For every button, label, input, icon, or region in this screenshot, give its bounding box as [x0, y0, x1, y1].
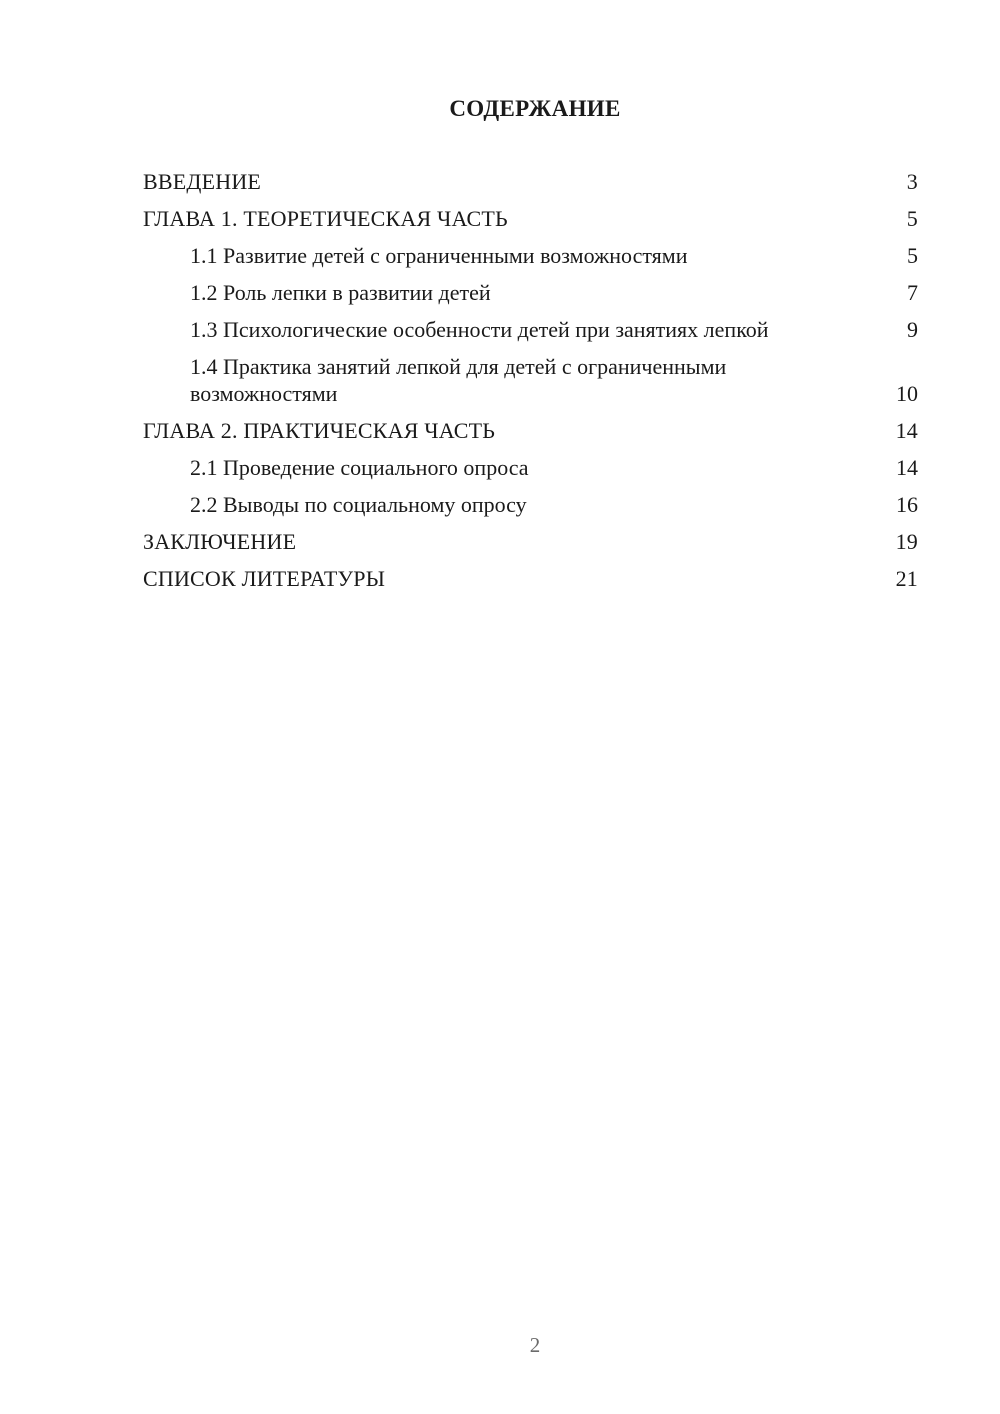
- toc-entry-page: 3: [906, 169, 918, 194]
- toc-entry-page: 16: [896, 492, 918, 517]
- page-number: 2: [529, 1333, 541, 1357]
- toc-entry-chapter-2[interactable]: [143, 417, 918, 444]
- toc-entry-page: 7: [907, 280, 918, 305]
- toc-entry-introduction[interactable]: [143, 168, 918, 195]
- toc-entry-page: 9: [907, 317, 918, 342]
- toc-entry-text: ГЛАВА 2. ПРАКТИЧЕСКАЯ ЧАСТЬ: [143, 418, 496, 443]
- toc-entry-text: ЗАКЛЮЧЕНИЕ: [143, 529, 297, 554]
- toc-entry-page: 21: [895, 566, 918, 591]
- toc-entry-text: 2.2 Выводы по социальному опросу: [190, 492, 527, 517]
- toc-entry-chapter-1[interactable]: [143, 205, 918, 232]
- toc-entry-section-1-4[interactable]: [143, 353, 918, 407]
- toc-entry-section-2-2[interactable]: [143, 491, 918, 518]
- toc-entry-text: 1.4 Практика занятий лепкой для детей с ограниченными возможностями: [190, 354, 727, 406]
- toc-entry-page: 14: [895, 418, 918, 443]
- toc-entry-section-2-1[interactable]: [143, 454, 918, 481]
- toc-entry-references[interactable]: [143, 565, 918, 592]
- toc-entry-section-1-2[interactable]: [143, 279, 918, 306]
- toc-entry-text: 2.1 Проведение социального опроса: [190, 455, 529, 480]
- toc-entry-section-1-1[interactable]: [143, 242, 918, 269]
- toc-entry-text: ГЛАВА 1. ТЕОРЕТИЧЕСКАЯ ЧАСТЬ: [143, 206, 508, 231]
- toc-entry-page: 5: [907, 243, 918, 268]
- toc-entry-conclusion[interactable]: [143, 528, 918, 555]
- toc-entry-page: 5: [906, 206, 918, 231]
- table-of-contents: [143, 168, 918, 602]
- toc-entry-text: 1.3 Психологические особенности детей при занятиях лепкой: [190, 317, 769, 342]
- toc-entry-section-1-3[interactable]: [143, 316, 918, 343]
- toc-entry-page: 19: [895, 529, 918, 554]
- toc-entry-text: 1.1 Развитие детей с ограниченными возможностями: [190, 243, 688, 268]
- toc-entry-text: СПИСОК ЛИТЕРАТУРЫ: [143, 566, 386, 591]
- toc-entry-page: 10: [896, 381, 918, 406]
- page-title: СОДЕРЖАНИЕ: [449, 96, 621, 121]
- toc-entry-text: 1.2 Роль лепки в развитии детей: [190, 280, 491, 305]
- toc-entry-text: ВВЕДЕНИЕ: [143, 169, 262, 194]
- toc-entry-page: 14: [896, 455, 918, 480]
